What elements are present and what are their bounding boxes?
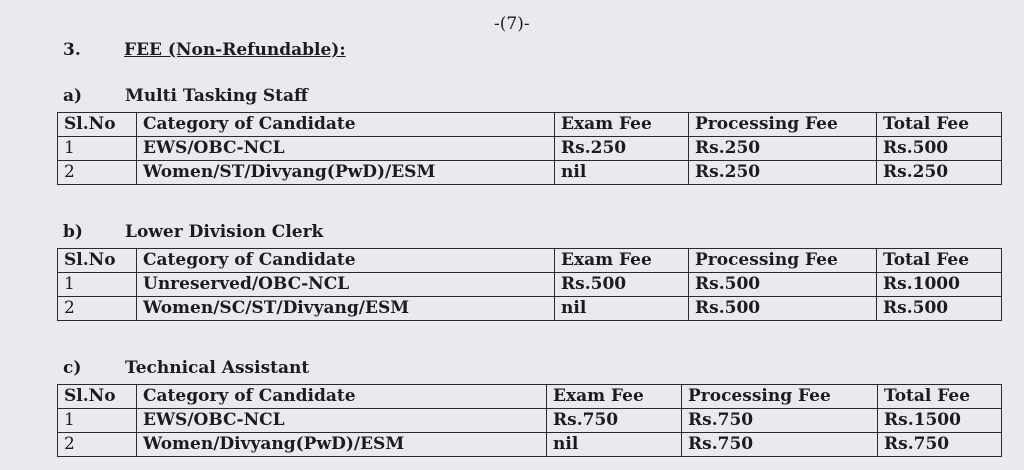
cell-exam-fee: nil [555, 161, 689, 185]
header-processing-fee: Processing Fee [689, 249, 877, 273]
section-title: FEE (Non-Refundable): [124, 40, 346, 60]
subsection-title: Lower Division Clerk [125, 222, 324, 242]
header-slno: Sl.No [58, 113, 137, 137]
subsection-heading [63, 358, 309, 378]
section-number: 3. [63, 40, 81, 60]
header-category: Category of Candidate [137, 385, 547, 409]
cell-slno: 1 [58, 273, 137, 297]
table-row [58, 433, 1002, 457]
cell-processing-fee: Rs.750 [682, 409, 878, 433]
table-row [58, 409, 1002, 433]
subsection-heading [63, 86, 308, 106]
subsection-letter: b) [63, 222, 83, 242]
fee-table-technical-assistant [57, 384, 1002, 457]
cell-category: Women/SC/ST/Divyang/ESM [137, 297, 555, 321]
subsection-title: Multi Tasking Staff [125, 86, 308, 106]
page-number: -(7)- [494, 14, 530, 34]
fee-table-multi-tasking-staff [57, 112, 1002, 185]
cell-category: Unreserved/OBC-NCL [137, 273, 555, 297]
table-row [58, 297, 1002, 321]
table-row [58, 161, 1002, 185]
subsection-letter: a) [63, 86, 83, 106]
cell-total-fee: Rs.500 [877, 137, 1002, 161]
table-header-row [58, 385, 1002, 409]
cell-total-fee: Rs.1500 [878, 409, 1002, 433]
cell-processing-fee: Rs.250 [689, 137, 877, 161]
cell-total-fee: Rs.500 [877, 297, 1002, 321]
header-exam-fee: Exam Fee [547, 385, 682, 409]
header-processing-fee: Processing Fee [689, 113, 877, 137]
cell-processing-fee: Rs.500 [689, 297, 877, 321]
cell-category: EWS/OBC-NCL [137, 409, 547, 433]
cell-total-fee: Rs.750 [878, 433, 1002, 457]
cell-slno: 2 [58, 161, 137, 185]
table-row [58, 137, 1002, 161]
header-slno: Sl.No [58, 249, 137, 273]
cell-slno: 2 [58, 297, 137, 321]
header-total-fee: Total Fee [877, 249, 1002, 273]
cell-exam-fee: Rs.250 [555, 137, 689, 161]
cell-category: EWS/OBC-NCL [137, 137, 555, 161]
cell-processing-fee: Rs.250 [689, 161, 877, 185]
cell-total-fee: Rs.1000 [877, 273, 1002, 297]
cell-slno: 1 [58, 137, 137, 161]
cell-slno: 2 [58, 433, 137, 457]
table-header-row [58, 249, 1002, 273]
table-header-row [58, 113, 1002, 137]
cell-slno: 1 [58, 409, 137, 433]
header-category: Category of Candidate [137, 249, 555, 273]
table-row [58, 273, 1002, 297]
cell-exam-fee: Rs.750 [547, 409, 682, 433]
header-exam-fee: Exam Fee [555, 113, 689, 137]
cell-processing-fee: Rs.750 [682, 433, 878, 457]
cell-processing-fee: Rs.500 [689, 273, 877, 297]
header-slno: Sl.No [58, 385, 137, 409]
header-category: Category of Candidate [137, 113, 555, 137]
subsection-letter: c) [63, 358, 82, 378]
cell-category: Women/ST/Divyang(PwD)/ESM [137, 161, 555, 185]
cell-exam-fee: Rs.500 [555, 273, 689, 297]
section-heading [63, 40, 346, 60]
cell-exam-fee: nil [555, 297, 689, 321]
header-total-fee: Total Fee [878, 385, 1002, 409]
subsection-heading [63, 222, 323, 242]
header-total-fee: Total Fee [877, 113, 1002, 137]
cell-total-fee: Rs.250 [877, 161, 1002, 185]
header-processing-fee: Processing Fee [682, 385, 878, 409]
cell-exam-fee: nil [547, 433, 682, 457]
cell-category: Women/Divyang(PwD)/ESM [137, 433, 547, 457]
subsection-title: Technical Assistant [125, 358, 310, 378]
fee-table-lower-division-clerk [57, 248, 1002, 321]
header-exam-fee: Exam Fee [555, 249, 689, 273]
